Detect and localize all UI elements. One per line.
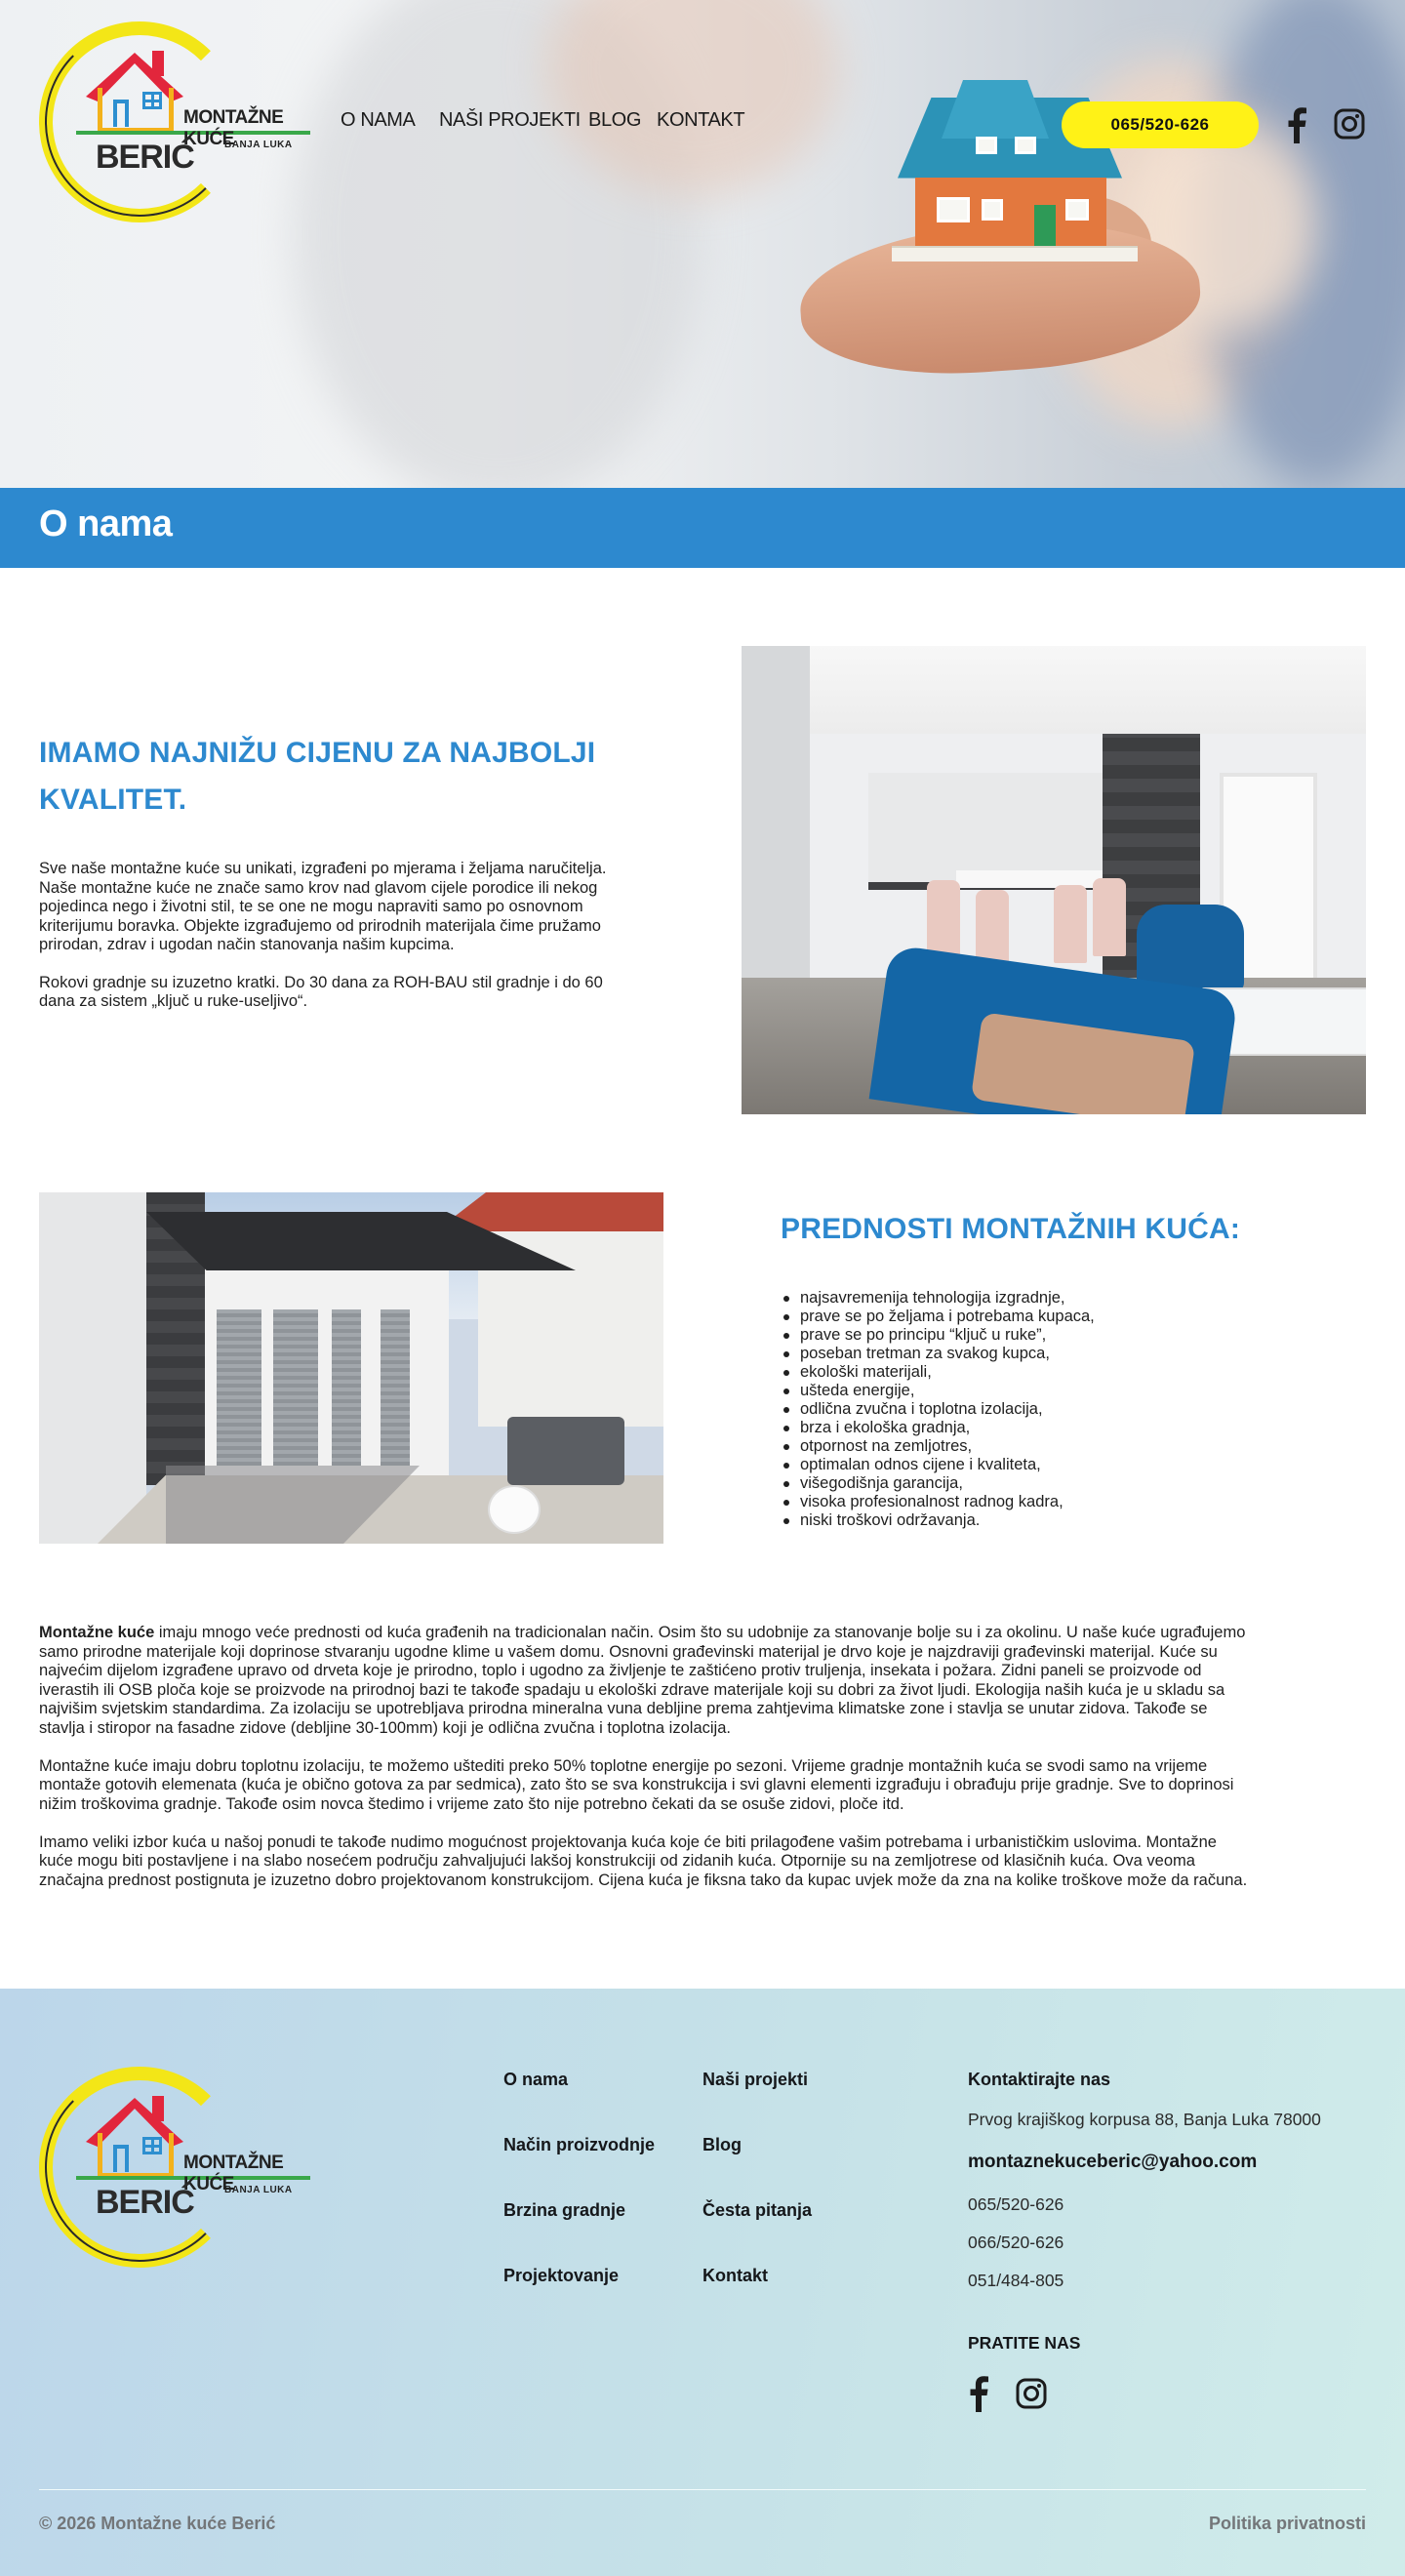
logo-text-montazne: MONTAŽNE KUĆE — [183, 2153, 284, 2194]
list-item: brza i ekološka gradnja, — [781, 1419, 1095, 1437]
footer-link-blog[interactable]: Blog — [702, 2135, 742, 2154]
footer-link-cesta-pitanja[interactable]: Česta pitanja — [702, 2200, 813, 2220]
list-item: ekološki materijali, — [781, 1363, 1095, 1382]
list-item: niski troškovi održavanja. — [781, 1511, 1095, 1530]
footer-link-nacin-proizvodnje[interactable]: Način proizvodnje — [503, 2135, 656, 2154]
footer-email[interactable]: montaznekuceberic@yahoo.com — [968, 2152, 1258, 2172]
list-item: višegodišnja garancija, — [781, 1474, 1095, 1493]
footer-phone-3[interactable]: 051/484-805 — [968, 2271, 1064, 2290]
phone-button[interactable]: 065/520-626 — [1062, 101, 1259, 148]
list-item: prave se po principu “ključ u ruke”, — [781, 1326, 1095, 1345]
logo-text-beric: BERIĆ — [96, 2184, 194, 2221]
footer-address: Prvog krajiškog korpusa 88, Banja Luka 78000 — [968, 2110, 1321, 2129]
footer-phone-2[interactable]: 066/520-626 — [968, 2233, 1064, 2252]
list-item: prave se po željama i potrebama kupaca, — [781, 1308, 1095, 1326]
nav-blog[interactable]: BLOG — [588, 109, 641, 131]
instagram-icon[interactable] — [1333, 107, 1366, 141]
footer-logo[interactable] — [37, 2065, 310, 2270]
footer-follow-heading: PRATITE NAS — [968, 2333, 1081, 2353]
nav-kontakt[interactable]: KONTAKT — [657, 109, 745, 131]
advantages-list — [781, 1289, 1095, 1530]
footer-link-brzina-gradnje[interactable]: Brzina gradnje — [503, 2200, 626, 2220]
section1-heading: IMAMO NAJNIŽU CIJENU ZA NAJBOLJI KVALITET. — [39, 737, 596, 816]
section2-heading: PREDNOSTI MONTAŽNIH KUĆA: — [781, 1213, 1241, 1245]
section1-text: Sve naše montažne kuće su unikati, izgrađeni po mjerama i željama naručitelja. Naše montažne kuće ne znače samo krov nad glavom cijele porodice ili nekog pojedinca nego i životni stil, te se one ne mogu napraviti samo po osnovnom kriterijumu boravka. Objekte izgrađujemo od prirodnih materijala čime pružamo prirodan, zdrav i ugodan način stanovanja našim kupcima. Rokovi gradnje su izuzetno kratki. Do 30 dana za ROH-BAU stil gradnje i do 60 dana za sistem „ključ u ruke-useljivo“. — [39, 860, 607, 1010]
list-item: odlična zvučna i toplotna izolacija, — [781, 1400, 1095, 1419]
exterior-photo — [39, 1192, 663, 1544]
logo-text-banja-luka: BANJA LUKA — [224, 2185, 293, 2195]
logo-text-beric: BERIĆ — [96, 139, 194, 176]
footer-link-kontakt[interactable]: Kontakt — [702, 2266, 768, 2285]
page-title-band — [0, 488, 1405, 568]
footer-link-nasi-projekti[interactable]: Naši projekti — [702, 2070, 809, 2089]
logo-text-montazne: MONTAŽNE KUĆE — [183, 107, 284, 149]
list-item: visoka profesionalnost radnog kadra, — [781, 1493, 1095, 1511]
list-item: otpornost na zemljotres, — [781, 1437, 1095, 1456]
list-item: poseban tretman za svakog kupca, — [781, 1345, 1095, 1363]
interior-photo — [742, 646, 1366, 1114]
logo-text-banja-luka: BANJA LUKA — [224, 140, 293, 150]
facebook-icon[interactable] — [1284, 105, 1309, 144]
footer-facebook-icon[interactable] — [966, 2374, 991, 2413]
footer-contact-heading: Kontaktirajte nas — [968, 2070, 1111, 2089]
footer-phone-1[interactable]: 065/520-626 — [968, 2194, 1064, 2214]
list-item: ušteda energije, — [781, 1382, 1095, 1400]
about-body-text: Montažne kuće imaju mnogo veće prednosti od kuća građenih na tradicionalan način. Osim što su udobnije za stanovanje bolje su i za okolinu. U naše kuće ugrađujemo samo prirodne materijale koji doprinose stvaranju ugodne klime u vašem domu. Osnovni građevinski materijal je drvo koje je najzdraviji građevinski materijal. Kuće su najvećim dijelom izgrađene upravo od drveta koje je prirodno, toplo i ugodno za življenje te zaštićeno protiv truljenja, insekata i požara. Zidni paneli se proizvode od iverastih ili OSB ploča koje se proizvode na prirodnoj bazi te takođe spadaju u ekološki zdrave materijale koji su dobri za život ljudi. Ekologija naših kuća je u skladu sa najvišim svjetskim standardima. Za izolaciju se upotrebljava prirodna mineralna vuna debljine prema zahtjevima klimatske zone i stavlja se unutar zidova. Takođe se stavlja i stiropor na fasadne zidove (debljine 30-100mm) koji je odlična zvučna i toplotna izolacija. Montažne kuće imaju dobru toplotnu izolaciju, te možemo uštediti preko 50% toplotne energije po sezoni. Vrijeme gradnje montažnih kuća se svodi samo na vrijeme montaže gotovih elemenata (kuća je obično gotova za par sedmica), zato što se sva konstrukcija i svi glavni elementi izgrađuju i obrađuju prije gradnje. Sve to doprinosi nižim troškovima gradnje. Takođe osim novca štedimo i vrijeme zato što nije potrebno čekati da se osuše zidovi, ploče itd. Imamo veliki izbor kuća u našoj ponudi te takođe nudimo mogućnost projektovanja kuća koje će biti prilagođene vašim potrebama i urbanističkim uslovima. Montažne kuće mogu biti postavljene i na slabo nosećem području zahvaljujući lakšoj konstrukciji od zidanih kuća. Otpornije su na zemljotrese od klasičnih kuća. Ova veoma značajna prednost postignuta je izuzetno dobro projektovanom konstrukcijom. Cijena kuća je fiksna tako da kupac uvjek može da zna na kolike troškove može da računa. — [39, 1624, 1248, 1889]
nav-o-nama[interactable]: O NAMA — [341, 109, 416, 131]
nav-nasi-projekti[interactable]: NAŠI PROJEKTI — [439, 109, 581, 131]
page-title: O nama — [39, 503, 173, 544]
footer-privacy-link[interactable]: Politika privatnosti — [1208, 2514, 1366, 2533]
footer-link-projektovanje[interactable]: Projektovanje — [503, 2266, 620, 2285]
footer-copyright: © 2026 Montažne kuće Berić — [39, 2514, 276, 2533]
site-logo[interactable] — [37, 20, 310, 224]
footer-instagram-icon[interactable] — [1015, 2377, 1048, 2410]
list-item: najsavremenija tehnologija izgradnje, — [781, 1289, 1095, 1308]
footer-divider — [39, 2489, 1366, 2490]
footer-link-o-nama[interactable]: O nama — [503, 2070, 569, 2089]
list-item: optimalan odnos cijene i kvaliteta, — [781, 1456, 1095, 1474]
